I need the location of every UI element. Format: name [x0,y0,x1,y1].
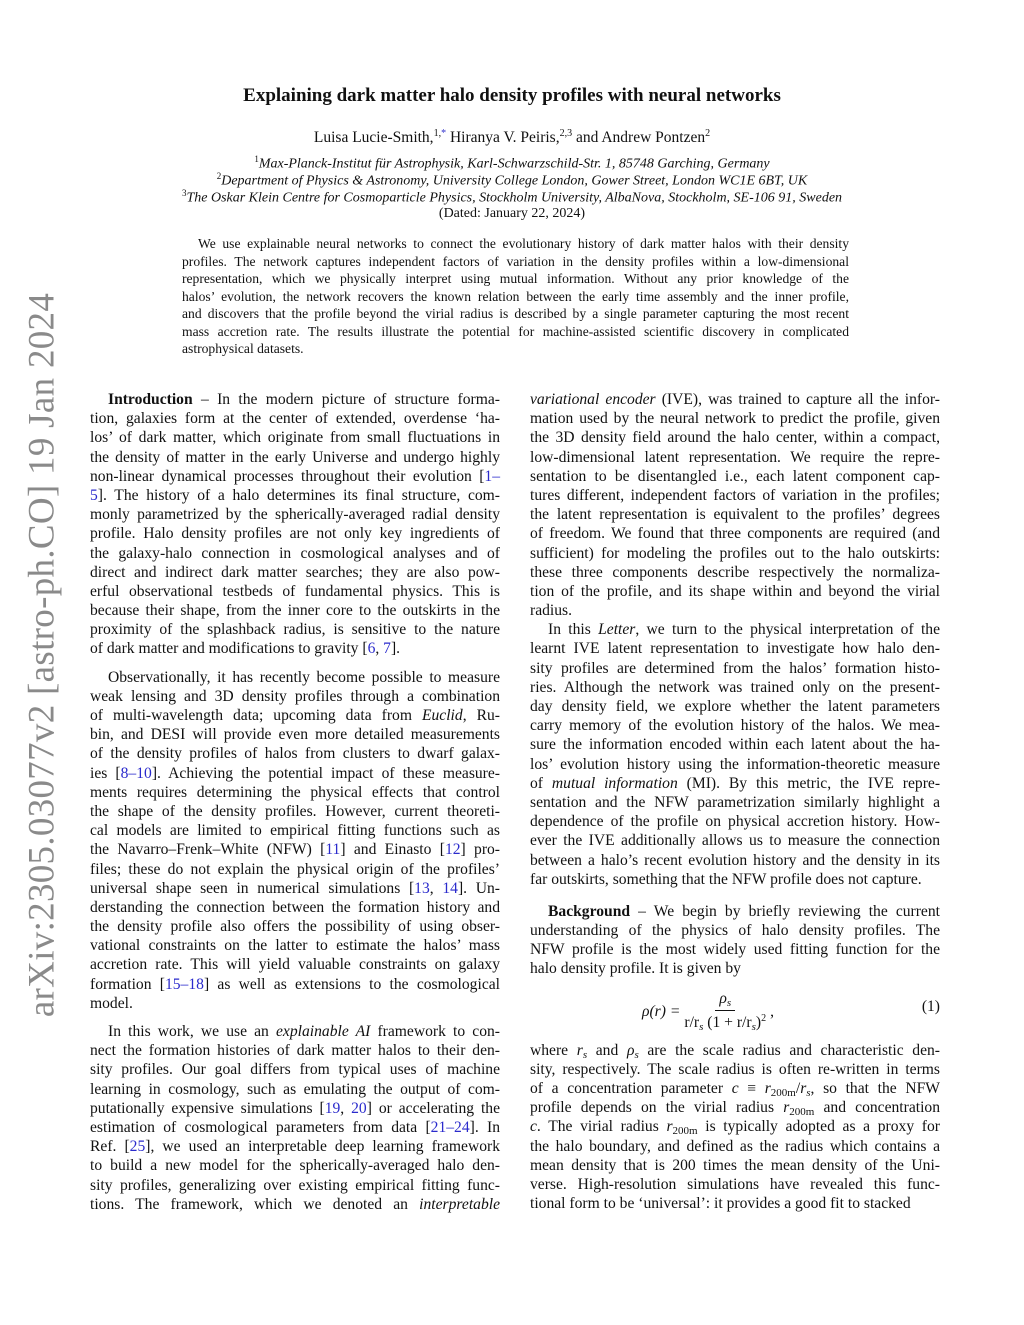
equation-number: (1) [921,998,940,1015]
text-line [90,955,500,974]
text-line [530,697,940,716]
line-text: tion of the profile, and its shape within and beyond the virial [530,582,940,600]
line-text: , so that the NFW [810,1080,940,1097]
affiliation [0,154,1024,173]
line-text: ever the IVE additionally allows us to measure the connection [530,832,940,850]
text-line [90,840,500,859]
text-line [530,544,940,563]
math-symbol: r [666,1118,673,1136]
line-text: erful observational testbeds of fundamental physics. This is [90,582,500,600]
text-line [90,994,500,1013]
line-text: the Navarro–Frenk–White (NFW) [ [90,841,326,859]
line-text: carry memory of the evolution history of the halos. We mea- [530,717,940,735]
line-text: , we turn to the physical interpretation of the [635,621,940,639]
line-text: and discovers that the profile beyond the virial radius is described by a single parameter capturing the most recent [182,306,849,321]
line-text: vational constraints on the latter to estimate the halos’ mass [90,937,500,955]
line-text: ]. Un- [457,879,500,897]
text-line [90,1060,500,1079]
equation-numerator: ρ [719,990,727,1007]
text-line [90,390,500,409]
math-symbol: c [530,1118,537,1136]
text-line [530,659,940,678]
affiliation [0,188,1024,207]
citation-link[interactable]: 21–24 [430,1118,470,1136]
text-line [530,959,940,978]
paragraph [530,1041,940,1214]
text-line [182,288,849,306]
line-text: . The virial radius [536,1118,667,1136]
citation-link[interactable]: 11 [325,841,341,859]
text-line [90,1041,500,1060]
denominator-term: r/r [684,1014,700,1032]
line-text: In this [548,621,599,639]
text-line [90,898,500,917]
affiliation-marker: 1, [433,128,442,139]
citation-link[interactable]: 14 [442,879,458,897]
subscript: 200m [672,1125,698,1138]
line-text: accretion rate. This will yield valuable constraints on galaxy [90,956,500,974]
line-text: ], we used an interpretable deep learning framework [145,1138,500,1156]
line-text: – We begin by briefly reviewing the current [630,902,940,920]
citation-link[interactable]: 5 [90,486,98,504]
line-text: and concentration [814,1099,941,1117]
affiliation-marker: 2 [705,128,711,139]
text-line [530,793,940,812]
paragraph [90,668,500,1013]
line-text: the density of matter in the early Universe and undergo highly [90,448,500,466]
text-line [90,725,500,744]
line-text: framework to con- [370,1023,500,1040]
line-text: Ref. [ [90,1138,130,1156]
affiliation-text: Max-Planck-Institut für Astrophysik, Karl-Schwarzschild-Str. 1, 85748 Garching, Germany [258,156,770,172]
subscript: 200m [770,1087,796,1099]
text-line [530,1117,940,1136]
line-text: derstanding the connection between the formation history and [90,898,500,916]
paragraph [530,902,940,979]
line-text: los’ of dark matter, which originate from small fluctuations in [90,429,500,447]
text-line [90,879,500,898]
citation-link[interactable]: 1– [484,467,500,485]
line-text: tures different, independent factors of variation in the profiles; [530,486,940,504]
line-text: ]. In [469,1118,500,1136]
line-text: ments requires determining the physical effects that control [90,783,500,801]
subscript: s [726,997,732,1009]
subscript: s [751,1021,756,1034]
text-line [90,428,500,447]
math-symbol: ρ [626,1041,635,1059]
text-line [90,802,500,821]
line-text: the density profile also offers the possibility of using obser- [90,918,500,936]
line-text: , [429,879,443,897]
line-text: ]. [390,640,401,658]
text-line [530,1194,940,1213]
text-line [90,936,500,955]
abstract [182,235,849,358]
text-line [530,940,940,959]
line-text: sity profiles are determined from the halos’ formation histo- [530,659,940,677]
equation-lhs: ρ(r) = [642,1002,681,1020]
paragraph [530,620,940,889]
line-text: profile. Halo density profiles are not only key ingredients of [90,525,500,543]
paragraph [182,235,849,358]
citation-link[interactable]: 7 [383,640,391,658]
paragraph [530,390,940,620]
line-text: of [530,774,552,792]
line-text: these three components describe respectively the normaliza- [530,563,940,581]
text-line [182,323,849,341]
line-text: the 3D density field around the halo center, within a compact, [530,429,940,447]
line-text: the galaxy-halo connection in cosmological analyses and of [90,544,500,562]
line-text: of a concentration parameter [530,1080,732,1097]
line-text: to build a new model for the spherically-averaged halo den- [90,1157,500,1175]
paper-title: Explaining dark matter halo density profiles with neural networks [243,85,781,106]
text-line [90,544,500,563]
text-line [182,270,849,288]
text-line [90,505,500,524]
left-column [90,390,500,1214]
right-column [530,390,940,1213]
text-line [530,1175,940,1194]
line-text: putationally expensive simulations [ [90,1099,325,1117]
line-text: of multi-wavelength data; upcoming data from [90,707,422,724]
subscript: s [806,1087,811,1099]
text-line [90,1080,500,1099]
text-line [90,1099,500,1118]
text-line [90,1156,500,1175]
line-text: proximity of the splashback radius, is sensitive to the nature [90,621,500,639]
equation-fraction [684,990,766,1033]
citation-link[interactable]: 12 [444,841,461,859]
text-line [530,755,940,774]
text-line [182,340,849,358]
citation-link[interactable]: 15–18 [164,975,204,993]
text-line [90,764,500,783]
text-line [530,1079,940,1098]
line-text: (IVE), was trained to capture all the infor- [655,391,940,408]
author-name: Luisa Lucie-Smith, [313,129,434,147]
line-text: and [587,1041,627,1059]
subscript: 200m [789,1106,815,1119]
affiliation-marker: 2,3 [559,128,573,139]
line-text: / [795,1080,801,1097]
affiliation-text: The Oskar Klein Centre for Cosmoparticle Physics, Stockholm University, AlbaNova, Stockholm, SE-106 91, Sweden [186,190,843,206]
text-line [530,1098,940,1117]
line-text: , [375,640,384,658]
text-line [530,812,940,831]
text-line [530,582,940,601]
equation-1 [530,990,940,1034]
text-line [530,851,940,870]
text-line [90,563,500,582]
text-line [90,1118,500,1137]
line-text: universal shape seen in numerical simulations [ [90,879,415,897]
line-text: far outskirts, something that the NFW profile does not capture. [530,870,922,888]
line-text: files; these do not explain the physical origin of the profiles’ [90,860,500,878]
line-text: sentation and the NFW parametrization similarly highlight a [530,793,940,811]
line-text: ] or accelerating the [366,1099,501,1117]
line-text: ] and Einasto [ [340,841,445,859]
line-text: the halo boundary, and defined as the radius which contains a [530,1137,940,1155]
line-text: – In the modern picture of structure forma- [192,391,500,408]
author-list [0,128,1024,147]
line-text: understanding of the physics of halo density profiles. The [530,922,940,940]
affiliation-number: 3 [181,188,187,198]
date-line: (Dated: January 22, 2024) [438,206,586,221]
text-line [530,505,940,524]
line-text: of freedom. We found that three components are required (and [530,525,940,543]
line-text: (MI). By this metric, the IVE repre- [677,774,941,792]
subscript: s [699,1021,704,1034]
closing-paren: ) [755,1014,762,1032]
text-line [530,1137,940,1156]
text-line [530,1156,940,1175]
line-text: los’ evolution history using the information-theoretic measure [530,755,940,773]
math-symbol: r [576,1041,583,1059]
text-line [182,235,849,253]
text-line [182,253,849,271]
line-text: mass accretion rate. The results illustrate the potential for machine-assisted scientific discovery in complicated [182,323,849,339]
line-text: sity profiles, generalizing over existing empirical fitting func- [90,1176,500,1194]
math-symbol: r [783,1099,790,1117]
line-text: learning in cosmology, such as emulating the output of com- [90,1080,500,1098]
text-line [530,716,940,735]
affiliation-number: 2 [216,171,222,181]
emphasis-text: Letter [598,621,636,639]
author-name: Hiranya V. Peiris, [446,129,560,147]
line-text: mean density that is 200 times the mean density of the Uni- [530,1156,940,1174]
line-text: mation used by the neural network to predict the profile, given [530,410,940,428]
line-text: astrophysical datasets. [182,341,304,356]
affiliation-number: 1 [254,154,259,164]
text-line [90,448,500,467]
text-line [90,668,500,687]
text-line [530,467,940,486]
text-line [530,639,940,658]
text-line [90,917,500,936]
subscript: s [582,1048,588,1061]
text-line [90,821,500,840]
line-text: learnt IVE latent representation to investigate how halo den- [530,640,940,658]
text-line [530,921,940,940]
line-text: ]. The history of a halo determines its final structure, com- [97,486,500,504]
emphasis-text: explainable AI [276,1023,371,1040]
emphasis-text: mutual information [551,774,678,792]
text-line [90,783,500,802]
line-text: of the density profiles of halos from clusters to dwarf galax- [90,745,500,763]
text-line [530,524,940,543]
text-line [530,678,940,697]
text-line [530,390,940,409]
line-text: nect the formation histories of dark matter halos to their den- [90,1042,500,1060]
line-text: halos’ evolution, the network recovers the known relation between the early time assembly and the inner profile, [182,288,849,304]
text-line [90,639,500,658]
line-text: dependence of the profile on physical accretion history. How- [530,813,940,831]
citation-link[interactable]: 20 [351,1099,367,1117]
line-text: weak lensing and 3D density profiles through a combination [90,687,500,705]
line-text: low-dimensional latent representation. We require the repre- [530,448,940,466]
text-line [530,870,940,889]
math-symbol: r [764,1080,771,1097]
line-text: representation, which we physically interpret using mutual information. Without any prior knowledge of the [182,271,849,286]
emphasis-text: Euclid [421,707,463,724]
line-text: tional form to be ‘universal’: it provides a good fit to stacked [530,1195,911,1213]
text-line [90,409,500,428]
line-text: direct and indirect dark matter searches; they are also pow- [90,563,500,581]
line-text: ≡ [738,1080,765,1097]
paragraph [90,390,500,659]
line-text: profile depends on the virial radius [530,1099,784,1117]
line-text: , Ru- [462,707,500,724]
line-text: Observationally, it has recently become possible to measure [108,668,500,686]
line-text: because their shape, from the inner core to the outskirts in the [90,602,500,620]
line-text: formation [ [90,975,165,993]
line-text: ] as well as extensions to the cosmological [203,975,500,993]
text-line [90,744,500,763]
text-line [530,448,940,467]
arxiv-identifier-stamp: arXiv:2305.03077v2 [astro-ph.CO] 19 Jan 2024 [21,292,63,1018]
line-text: ries. Although the network was trained only on the present- [530,678,940,696]
text-line [90,687,500,706]
text-line [530,563,940,582]
citation-link[interactable]: 6 [367,640,376,658]
citation-link[interactable]: 8–10 [120,764,152,782]
denominator-factor: (1 + r/r [703,1014,752,1032]
text-line [90,1176,500,1195]
text-line [182,305,849,323]
citation-link[interactable]: 25 [129,1138,146,1156]
text-line [530,831,940,850]
line-text: profiles. The network captures independent factors of variation in the density profiles within a low-dimensional [182,253,849,269]
text-line [90,860,500,879]
citation-link[interactable]: 19 [324,1099,341,1117]
line-text: ies [ [90,764,121,782]
line-text: non-linear dynamical processes throughout their evolution [ [90,467,485,485]
text-line [90,467,500,486]
affiliation-text: Department of Physics & Astronomy, University College London, Gower Street, London WC1E 6BT, UK [221,173,808,189]
line-text: bin, and DESI will provide even more detailed measurements [90,726,500,744]
text-line [90,601,500,620]
line-text: are the scale radius and characteristic den- [638,1041,940,1059]
line-text: sity profiles. Our goal differs from typical uses of machine [90,1061,500,1079]
text-line [90,486,500,505]
section-heading: Introduction [108,391,193,408]
line-text: is typically adopted as a proxy for [697,1118,940,1136]
corresponding-author-link[interactable]: * [441,128,447,139]
subscript: s [634,1048,639,1061]
line-text: sure the information encoded within each latent about the ha- [530,736,940,754]
text-line [90,1137,500,1156]
line-text: In this work, we use an [108,1023,276,1040]
line-text: radius. [530,602,573,620]
paragraph [90,1022,500,1214]
line-text: monly parametrized by the spherically-averaged radial density [90,506,500,524]
line-text: the latent representation is equivalent to the profiles’ degrees [530,506,940,524]
emphasis-text: interpretable [419,1195,500,1213]
math-symbol: c [731,1080,739,1097]
line-text: ] pro- [460,841,501,859]
citation-link[interactable]: 13 [414,879,430,897]
text-line [90,524,500,543]
line-text: estimation of cosmological parameters from data [ [90,1118,431,1136]
line-text: cal models are limited to empirical fitting functions such as [90,822,500,840]
equation-comma: , [770,1002,774,1020]
text-line [530,409,940,428]
text-line [90,1195,500,1214]
text-line [530,428,940,447]
text-line [90,1022,500,1041]
text-line [530,902,940,921]
text-line [530,1041,940,1060]
line-text: sufficient) for modeling the profiles out to the halo outskirts: [530,544,940,562]
author-name: and Andrew Pontzen [572,129,706,147]
text-line [530,620,940,639]
line-text: sentation to be disentangled i.e., each latent component cap- [530,467,940,485]
text-line [90,582,500,601]
text-line [530,774,940,793]
line-text: of dark matter and modifications to gravity [ [90,640,368,658]
line-text: where [530,1041,577,1059]
text-line [530,735,940,754]
text-line [530,486,940,505]
line-text: the shape of the density profiles. However, current theoreti- [90,802,500,820]
superscript: 2 [761,1013,767,1024]
line-text: tions. The framework, which we denoted an [90,1195,420,1213]
text-line [530,601,940,620]
line-text: tion, galaxies form at the center of extended, overdense ‘ha- [90,410,500,428]
math-symbol: r [800,1080,807,1097]
line-text: verse. High-resolution simulations have revealed this func- [530,1175,940,1193]
line-text: , [340,1099,352,1117]
line-text: NFW profile is the most widely used fitting function for the [530,941,940,959]
equation-denominator [684,1011,766,1033]
text-line [530,1060,940,1079]
line-text: day density field, we explore whether the latent parameters [530,698,940,715]
line-text: ]. Achieving the potential impact of these measure- [151,764,500,782]
line-text: model. [90,994,133,1012]
line-text: halo density profile. It is given by [530,960,741,978]
emphasis-text: variational encoder [530,391,656,408]
line-text: between a halo’s recent evolution history and the density in its [530,851,940,869]
section-heading: Background [548,902,631,920]
line-text: We use explainable neural networks to connect the evolutionary history of dark matter halos with their density [198,236,849,251]
line-text: sity, respectively. The scale radius is often re-written in terms [530,1060,940,1078]
text-line [90,620,500,639]
text-line [90,706,500,725]
text-line [90,975,500,994]
affiliation [0,171,1024,190]
